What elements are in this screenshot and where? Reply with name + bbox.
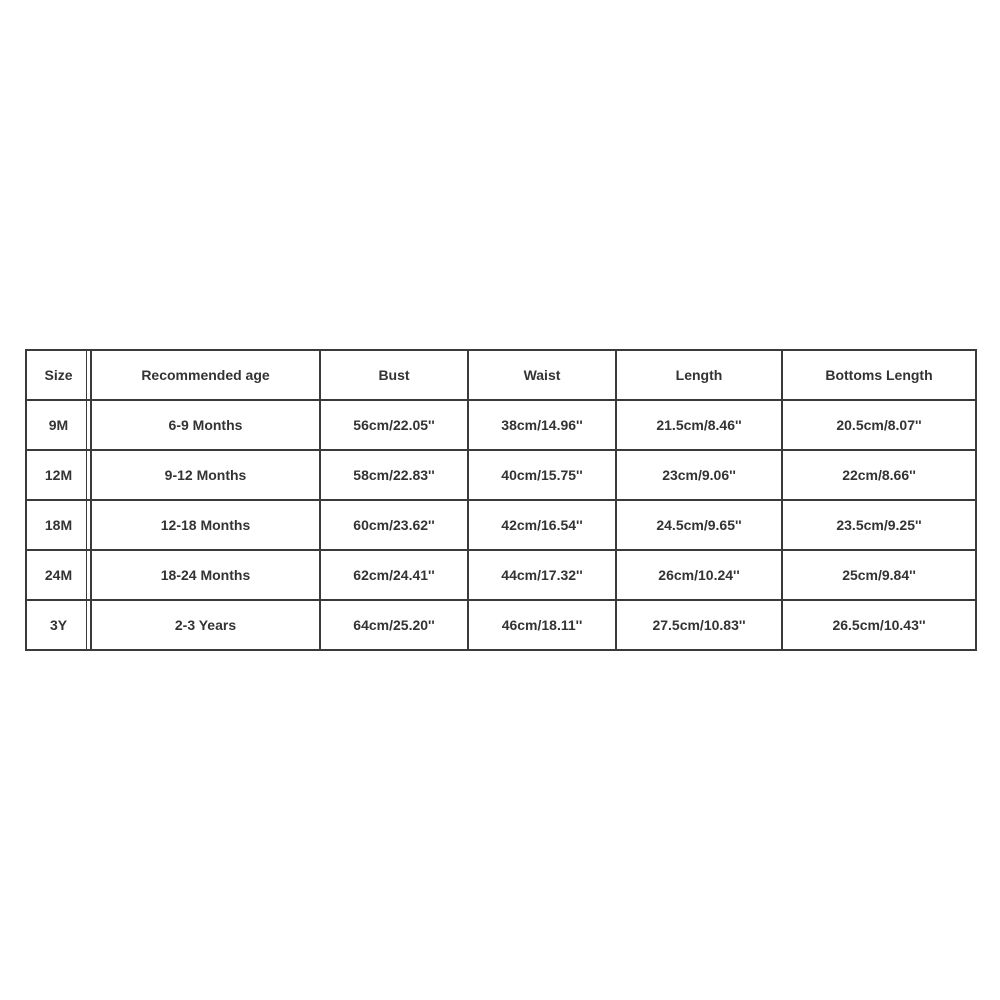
cell-length: 24.5cm/9.65'' (617, 501, 783, 551)
cell-waist: 44cm/17.32'' (469, 551, 617, 601)
table-row (27, 401, 977, 451)
cell-bottoms-length: 26.5cm/10.43'' (783, 601, 977, 651)
cell-waist: 42cm/16.54'' (469, 501, 617, 551)
cell-size: 3Y (27, 601, 92, 651)
cell-bust: 64cm/25.20'' (321, 601, 469, 651)
cell-bust: 62cm/24.41'' (321, 551, 469, 601)
cell-length: 21.5cm/8.46'' (617, 401, 783, 451)
cell-bust: 60cm/23.62'' (321, 501, 469, 551)
cell-recommended-age: 9-12 Months (92, 451, 321, 501)
cell-recommended-age: 12-18 Months (92, 501, 321, 551)
cell-length: 26cm/10.24'' (617, 551, 783, 601)
cell-bottoms-length: 20.5cm/8.07'' (783, 401, 977, 451)
cell-recommended-age: 2-3 Years (92, 601, 321, 651)
cell-waist: 38cm/14.96'' (469, 401, 617, 451)
header-recommended-age: Recommended age (92, 351, 321, 401)
table-row (27, 601, 977, 651)
header-waist: Waist (469, 351, 617, 401)
size-chart (25, 349, 975, 651)
cell-bottoms-length: 25cm/9.84'' (783, 551, 977, 601)
table-header-row (27, 351, 977, 401)
cell-length: 23cm/9.06'' (617, 451, 783, 501)
table-row (27, 501, 977, 551)
cell-bust: 56cm/22.05'' (321, 401, 469, 451)
header-bottoms-length: Bottoms Length (783, 351, 977, 401)
header-bust: Bust (321, 351, 469, 401)
cell-bottoms-length: 22cm/8.66'' (783, 451, 977, 501)
cell-length: 27.5cm/10.83'' (617, 601, 783, 651)
size-chart-table (25, 349, 977, 651)
cell-waist: 46cm/18.11'' (469, 601, 617, 651)
cell-size: 24M (27, 551, 92, 601)
cell-size: 12M (27, 451, 92, 501)
cell-bust: 58cm/22.83'' (321, 451, 469, 501)
cell-recommended-age: 6-9 Months (92, 401, 321, 451)
cell-waist: 40cm/15.75'' (469, 451, 617, 501)
cell-size: 9M (27, 401, 92, 451)
header-size: Size (27, 351, 92, 401)
cell-recommended-age: 18-24 Months (92, 551, 321, 601)
cell-bottoms-length: 23.5cm/9.25'' (783, 501, 977, 551)
cell-size: 18M (27, 501, 92, 551)
table-row (27, 451, 977, 501)
table-row (27, 551, 977, 601)
header-length: Length (617, 351, 783, 401)
